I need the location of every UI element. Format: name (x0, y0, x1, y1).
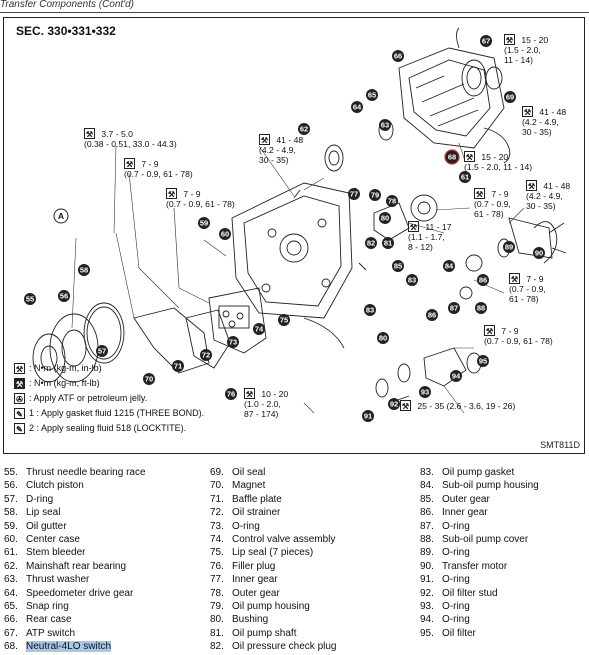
parts-list-item (420, 520, 539, 533)
parts-list-item (210, 560, 337, 573)
torque-icon: ⚒ (523, 108, 532, 117)
part-label: O-ring (442, 520, 470, 532)
part-number: 56. (4, 480, 18, 492)
svg-text:77: 77 (349, 189, 359, 199)
parts-list-item (210, 506, 337, 519)
torque-spec-a14: ⚒ 25 - 35 (2.6 - 3.6, 19 - 26) (401, 401, 516, 411)
part-number: 83. (420, 467, 434, 478)
torque-spec-a1: ⚒ 3.7 - 5.0 (0.38 - 0.51, 33.0 - 44.3) (84, 129, 177, 149)
part-label: Oil pump shaft (232, 627, 297, 639)
svg-text:71: 71 (173, 361, 183, 371)
part-label: O-ring (442, 547, 470, 559)
part-number: 70. (210, 480, 224, 492)
svg-text:74: 74 (254, 324, 264, 334)
torque-spec-a13: ⚒ 10 - 20 (1.0 - 2.0, 87 - 174) (244, 389, 289, 419)
svg-text:63: 63 (380, 120, 390, 130)
torque-spec-a12: ⚒ 7 - 9 (0.7 - 0.9, 61 - 78) (484, 326, 553, 346)
part-number: 57. (4, 493, 18, 505)
svg-text:67: 67 (481, 36, 491, 46)
svg-text:57: 57 (97, 346, 107, 356)
legend-item: ✇ : Apply ATF or petroleum jelly. (14, 391, 219, 406)
svg-text:62: 62 (299, 124, 309, 134)
parts-list-item (4, 506, 146, 519)
svg-text:83: 83 (407, 275, 417, 285)
part-label: D-ring (26, 493, 54, 505)
svg-text:72: 72 (201, 350, 211, 360)
part-label: Transfer motor (442, 560, 508, 572)
torque-icon: ⚒ (409, 223, 418, 232)
parts-list-item (420, 493, 539, 506)
part-label: Outer gear (232, 587, 280, 599)
svg-text:78: 78 (387, 196, 397, 206)
torque-icon: ⚒ (245, 390, 254, 399)
svg-text:94: 94 (451, 371, 461, 381)
svg-text:93: 93 (420, 387, 430, 397)
parts-list-item (4, 466, 146, 479)
svg-text:83: 83 (365, 305, 375, 315)
torque-icon: ⚒ (85, 130, 94, 139)
svg-text:60: 60 (220, 229, 230, 239)
part-label: Thrust needle bearing race (26, 467, 146, 478)
svg-text:65: 65 (367, 90, 377, 100)
svg-text:81: 81 (383, 238, 393, 248)
part-label: Inner gear (232, 574, 278, 586)
svg-text:95: 95 (478, 356, 488, 366)
part-number: 79. (210, 601, 224, 613)
section-title: SEC. 330•331•332 (16, 24, 116, 38)
part-label: Sub-oil pump cover (442, 534, 529, 546)
legend-item: ⚒ : N•m (kg-m, in-lb) (15, 363, 102, 374)
page-header: Transfer Components (Cont'd) (0, 0, 134, 10)
part-label: Baffle plate (232, 493, 282, 505)
part-number: 90. (420, 560, 434, 572)
part-number: 73. (210, 520, 224, 532)
part-label: Oil pump housing (232, 601, 310, 613)
svg-text:80: 80 (378, 333, 388, 343)
part-number: 68. (4, 641, 18, 653)
part-number: 71. (210, 493, 224, 505)
exploded-diagram-figure (3, 17, 585, 454)
part-number: 75. (210, 547, 224, 559)
part-label: Mainshaft rear bearing (26, 560, 127, 572)
part-number: 91. (420, 574, 434, 586)
part-number: 89. (420, 547, 434, 559)
svg-text:90: 90 (534, 248, 544, 258)
part-number: 78. (210, 587, 224, 599)
part-number: 69. (210, 467, 224, 478)
torque-icon: ⚒ (465, 153, 474, 162)
part-label: Magnet (232, 480, 266, 492)
svg-text:55: 55 (25, 294, 35, 304)
parts-list-item (420, 587, 539, 600)
svg-text:75: 75 (279, 315, 289, 325)
torque-icon: ⚒ (510, 275, 519, 284)
figure-code: SMT811D (540, 440, 580, 450)
parts-list-item (420, 600, 539, 613)
torque-icon: ⚒ (527, 182, 536, 191)
part-number: 74. (210, 534, 224, 546)
svg-text:56: 56 (59, 291, 69, 301)
parts-list-item (4, 640, 146, 653)
torque-icon: ⚒ (505, 36, 514, 45)
part-number: 64. (4, 587, 18, 599)
part-label: ATP switch (26, 627, 76, 639)
part-label: Oil strainer (232, 507, 281, 519)
parts-list-item (420, 533, 539, 546)
sealant-icon: ✎ (14, 408, 25, 419)
legend (14, 361, 219, 436)
svg-text:92: 92 (389, 399, 399, 409)
part-label: Lip seal (7 pieces) (232, 547, 314, 559)
part-label: Bushing (232, 614, 269, 626)
parts-list-item (4, 520, 146, 533)
svg-text:79: 79 (370, 190, 380, 200)
parts-list-item (420, 546, 539, 559)
part-number: 65. (4, 601, 18, 613)
parts-list-item (420, 466, 539, 479)
parts-list-item (210, 520, 337, 533)
svg-text:73: 73 (228, 337, 238, 347)
parts-column-3 (420, 466, 539, 640)
part-label: Filler plug (232, 560, 276, 572)
parts-list-item (210, 479, 337, 492)
parts-list-item (420, 479, 539, 492)
part-number: 94. (420, 614, 434, 626)
part-label: Sub-oil pump housing (442, 480, 539, 492)
part-number: 77. (210, 574, 224, 586)
torque-icon: ⚒ (401, 402, 410, 411)
part-label: Control valve assembly (232, 534, 336, 546)
part-number: 92. (420, 587, 434, 599)
svg-text:86: 86 (427, 310, 437, 320)
torque-spec-a6: ⚒ 41 - 48 (4.2 - 4.9, 30 - 35) (522, 107, 567, 137)
svg-text:91: 91 (363, 411, 373, 421)
legend-item: ✎ 1 : Apply gasket fluid 1215 (THREE BOND). (14, 406, 219, 421)
parts-list-item (210, 587, 337, 600)
torque-spec-a2: ⚒ 7 - 9 (0.7 - 0.9, 61 - 78) (124, 159, 193, 179)
part-label: Neutral-4LO switch (26, 641, 112, 653)
part-label: Oil pressure check plug (232, 641, 337, 653)
part-label: O-ring (442, 601, 470, 613)
svg-text:87: 87 (449, 303, 459, 313)
parts-list-item (4, 479, 146, 492)
part-number: 62. (4, 560, 18, 572)
torque-icon: ⚒ (167, 190, 176, 199)
legend-item: ⚒ : N•m (kg-m, ft-lb) (15, 378, 100, 389)
part-label: Oil gutter (26, 520, 67, 532)
part-number: 88. (420, 534, 434, 546)
parts-list (0, 466, 589, 655)
parts-list-item (4, 627, 146, 640)
svg-text:88: 88 (476, 303, 486, 313)
part-number: 61. (4, 547, 18, 559)
parts-list-item (420, 627, 539, 640)
part-label: Oil seal (232, 467, 266, 478)
torque-icon: ⚒ (485, 327, 494, 336)
part-number: 76. (210, 560, 224, 572)
part-number: 87. (420, 520, 434, 532)
part-number: 60. (4, 534, 18, 546)
part-number: 67. (4, 627, 18, 639)
svg-text:69: 69 (505, 92, 515, 102)
svg-text:64: 64 (352, 102, 362, 112)
torque-spec-a3: ⚒ 7 - 9 (0.7 - 0.9, 61 - 78) (166, 189, 235, 209)
parts-list-item (4, 587, 146, 600)
part-label: Rear case (26, 614, 72, 626)
svg-text:68: 68 (447, 152, 457, 162)
part-label: Center case (26, 534, 80, 546)
parts-list-item (210, 600, 337, 613)
svg-text:89: 89 (504, 242, 514, 252)
parts-list-item (210, 533, 337, 546)
parts-list-item (420, 560, 539, 573)
svg-text:86: 86 (478, 275, 488, 285)
part-label: Lip seal (26, 507, 61, 519)
svg-text:58: 58 (79, 265, 89, 275)
part-label: Clutch piston (26, 480, 84, 492)
part-label: Outer gear (442, 493, 490, 505)
parts-list-item (420, 506, 539, 519)
part-label: Thrust washer (26, 574, 90, 586)
part-number: 80. (210, 614, 224, 626)
parts-list-item (210, 493, 337, 506)
parts-column-1 (4, 466, 146, 654)
part-label: O-ring (232, 520, 260, 532)
parts-list-item (4, 493, 146, 506)
svg-text:A: A (57, 211, 65, 221)
legend-item: ✎ 2 : Apply sealing fluid 518 (LOCKTITE). (14, 421, 219, 436)
torque-icon: ⚒ (125, 160, 134, 169)
part-number: 63. (4, 574, 18, 586)
sealant-icon: ✎ (14, 423, 25, 434)
svg-text:82: 82 (366, 238, 376, 248)
svg-text:84: 84 (444, 261, 454, 271)
part-label: Speedometer drive gear (26, 587, 134, 599)
part-number: 95. (420, 627, 434, 639)
parts-list-item (210, 640, 337, 653)
parts-list-item (4, 546, 146, 559)
torque-spec-a9: ⚒ 41 - 48 (4.2 - 4.9, 30 - 35) (526, 181, 571, 211)
part-label: Inner gear (442, 507, 488, 519)
part-number: 81. (210, 627, 224, 639)
torque-icon: ⚒ (475, 190, 484, 199)
parts-list-item (4, 533, 146, 546)
part-number: 86. (420, 507, 434, 519)
part-label: Oil filter (442, 627, 476, 639)
parts-list-item (210, 627, 337, 640)
part-number: 84. (420, 480, 434, 492)
part-number: 55. (4, 467, 18, 478)
svg-text:80: 80 (380, 213, 390, 223)
parts-list-item (210, 546, 337, 559)
svg-text:85: 85 (393, 261, 403, 271)
parts-list-item (4, 573, 146, 586)
part-number: 66. (4, 614, 18, 626)
svg-text:66: 66 (393, 51, 403, 61)
parts-list-item (4, 600, 146, 613)
torque-spec-a4: ⚒ 41 - 48 (4.2 - 4.9, 30 - 35) (259, 135, 304, 165)
part-number: 93. (420, 601, 434, 613)
parts-list-item (420, 613, 539, 626)
part-label: O-ring (442, 574, 470, 586)
torque-spec-a11: ⚒ 7 - 9 (0.7 - 0.9, 61 - 78) (509, 274, 546, 304)
parts-list-item (420, 573, 539, 586)
part-number: 72. (210, 507, 224, 519)
parts-column-2 (210, 466, 337, 654)
part-number: 58. (4, 507, 18, 519)
part-label: Oil filter stud (442, 587, 498, 599)
svg-text:76: 76 (226, 389, 236, 399)
torque-spec-a10: ⚒ 11 - 17 (1.1 - 1.7, 8 - 12) (408, 222, 452, 252)
torque-icon: ⚒ (15, 365, 24, 374)
svg-text:70: 70 (144, 374, 154, 384)
part-label: Oil pump gasket (442, 467, 515, 478)
part-number: 59. (4, 520, 18, 532)
part-label: Stem bleeder (26, 547, 86, 559)
parts-list-item (4, 560, 146, 573)
svg-text:61: 61 (460, 172, 470, 182)
part-label: O-ring (442, 614, 470, 626)
part-label: Snap ring (26, 601, 69, 613)
parts-list-item (210, 613, 337, 626)
part-number: 85. (420, 493, 434, 505)
parts-list-item (210, 466, 337, 479)
part-number: 82. (210, 641, 224, 653)
torque-spec-a5: ⚒ 15 - 20 (1.5 - 2.0, 11 - 14) (504, 35, 549, 65)
torque-spec-a7: ⚒ 15 - 20 (1.5 - 2.0, 11 - 14) (464, 152, 533, 172)
header-divider (0, 12, 589, 13)
torque-icon: ⚒ (260, 136, 269, 145)
torque-icon: ⚒ (15, 380, 24, 389)
petroleum-jelly-icon: ✇ (14, 393, 25, 404)
torque-spec-a8: ⚒ 7 - 9 (0.7 - 0.9, 61 - 78) (474, 189, 511, 219)
parts-list-item (210, 573, 337, 586)
parts-list-item (4, 613, 146, 626)
svg-text:59: 59 (199, 218, 209, 228)
